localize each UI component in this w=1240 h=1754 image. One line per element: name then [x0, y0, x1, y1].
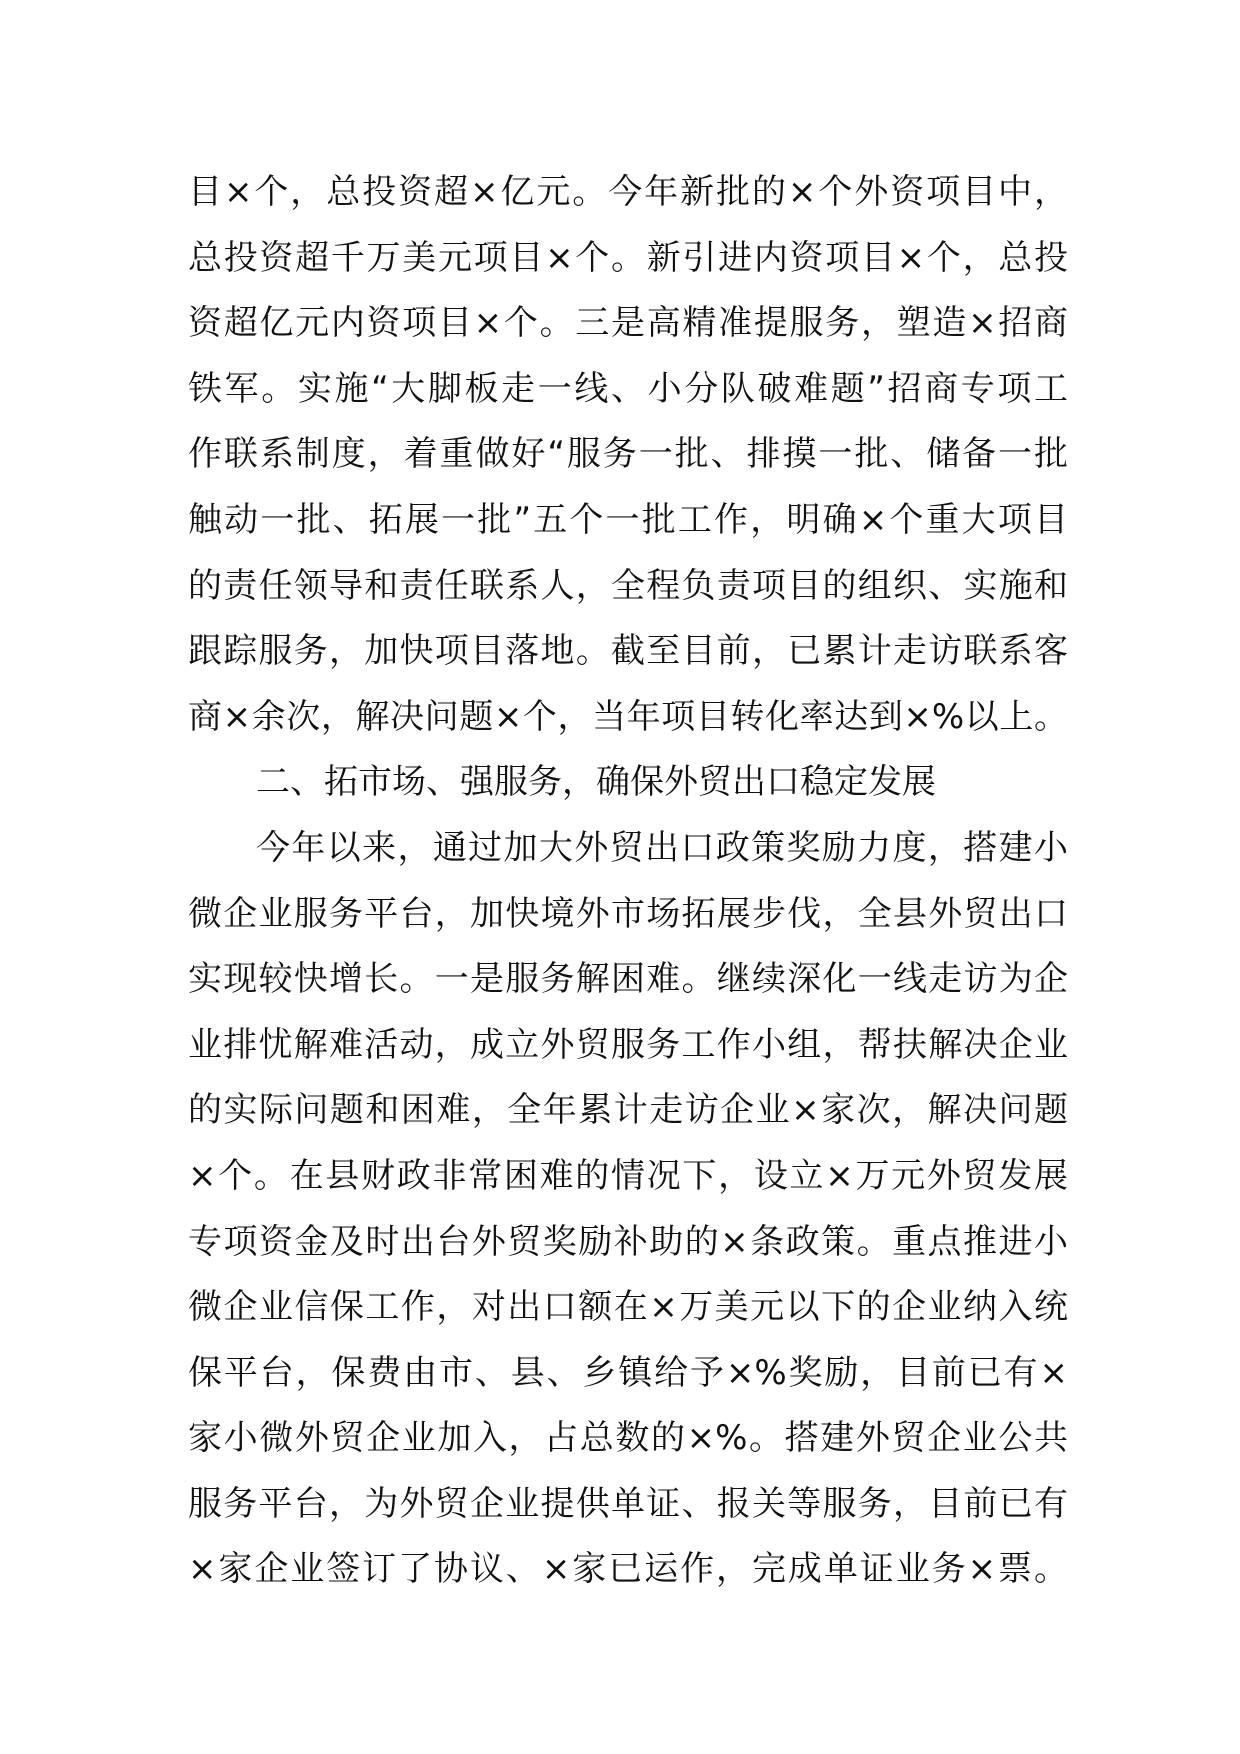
text-line: 实现较快增长。一是服务解困难。继续深化一线走访为企 [188, 959, 1068, 1000]
body-text [188, 160, 1068, 1603]
text-line: 保平台，保费由市、县、乡镇给予×%奖励，目前已有× [188, 1352, 1068, 1393]
text-line: 跟踪服务，加快项目落地。截至目前，已累计走访联系客 [188, 631, 1068, 672]
text-line: ×家企业签订了协议、×家已运作，完成单证业务×票。 [188, 1549, 1068, 1590]
text-line: 服务平台，为外贸企业提供单证、报关等服务，目前已有 [188, 1483, 1068, 1524]
text-line: 的责任领导和责任联系人，全程负责项目的组织、实施和 [188, 565, 1068, 606]
text-line: 触动一批、拓展一批”五个一批工作，明确×个重大项目 [188, 499, 1068, 540]
text-line: ×个。在县财政非常困难的情况下，设立×万元外贸发展 [188, 1155, 1068, 1196]
text-line: 资超亿元内资项目×个。三是高精准提服务，塑造×招商 [188, 303, 1068, 344]
text-line: 专项资金及时出台外贸奖励补助的×条政策。重点推进小 [188, 1221, 1068, 1262]
text-line: 业排忧解难活动，成立外贸服务工作小组，帮扶解决企业 [188, 1024, 1068, 1065]
text-line: 微企业信保工作，对出口额在×万美元以下的企业纳入统 [188, 1287, 1068, 1328]
text-line: 作联系制度，着重做好“服务一批、排摸一批、储备一批 [188, 434, 1068, 475]
section-heading: 二、拓市场、强服务，确保外贸出口稳定发展 [256, 762, 936, 803]
text-line: 微企业服务平台，加快境外市场拓展步伐，全县外贸出口 [188, 893, 1068, 934]
text-line: 目×个，总投资超×亿元。今年新批的×个外资项目中， [188, 172, 1068, 212]
text-line: 铁军。实施“大脚板走一线、小分队破难题”招商专项工 [188, 368, 1068, 409]
text-line: 家小微外贸企业加入，占总数的×%。搭建外贸企业公共 [188, 1418, 1068, 1459]
text-line: 商×余次，解决问题×个，当年项目转化率达到×%以上。 [188, 696, 1068, 737]
text-line: 的实际问题和困难，全年累计走访企业×家次，解决问题 [188, 1090, 1068, 1131]
paragraph-first-line: 今年以来，通过加大外贸出口政策奖励力度，搭建小 [256, 827, 1068, 868]
text-line: 总投资超千万美元项目×个。新引进内资项目×个，总投 [188, 237, 1068, 278]
